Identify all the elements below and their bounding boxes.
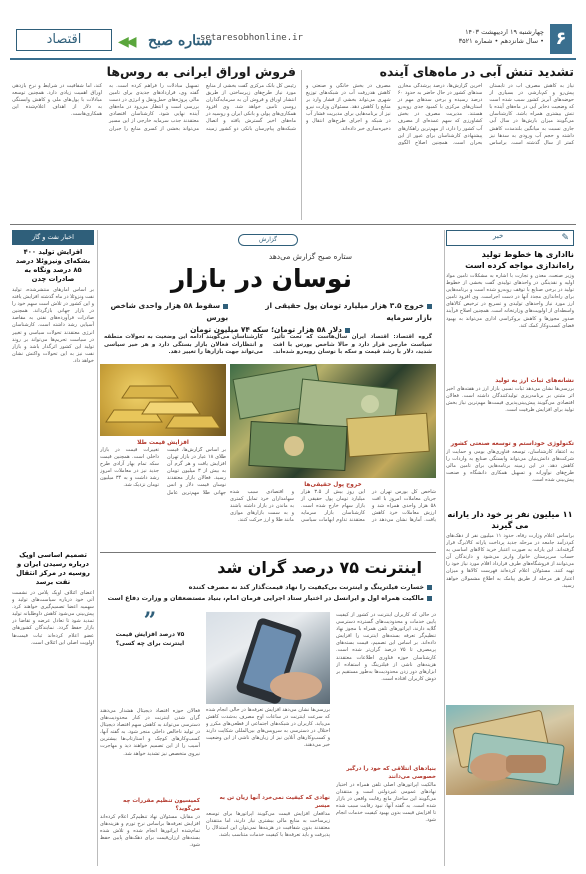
internet-body: در مقابل، مسئولان نهاد تنظیم‌گر اعلام کرده‌اند افزایش تعرفه‌ها براساس نرخ تورم و هزینه‌های تمام‌شده اپراتورها انجام شده و تلاش شده بسته‌های ارزان‌قیمت برای دهک‌های پایین حفظ شود. xyxy=(100,814,200,849)
subsidy-body: براساس اعلام وزارت رفاه، حدود ۱۱ میلیون نفر از دهک‌های کم‌درآمد جامعه در مرحله جدید پرداخت یارانه کالابرگ قرار گرفته‌اند. این یارانه به صورت اعتبار خرید کالاهای اساسی به حساب سرپرستان خانوار واریز می‌شود و دارندگان آن می‌توانند از فروشگاه‌های طرف قرارداد اقلام مورد نیاز خود را تهیه کنند. مسئولان اعلام کرده‌اند فهرست کالاها و میزان اعتبار هر مرحله از طریق پیامک به اطلاع مشمولان خواهد رسید. xyxy=(446,533,574,589)
news-tag xyxy=(446,230,574,246)
sidebar-headline[interactable]: نااداری ها خطوط تولید راه‌اندازی مواجه کرده است xyxy=(465,249,574,270)
report-tag: گزارش xyxy=(238,234,298,246)
gold-column xyxy=(100,438,226,548)
feature-headline[interactable]: نوسان در بازار xyxy=(170,264,352,293)
gold-subhead: افزایش قیمت طلا xyxy=(137,440,189,446)
gold-bars-illustration xyxy=(100,364,226,436)
banknotes-illustration xyxy=(446,705,574,795)
currency-illustration xyxy=(230,364,436,478)
water-body: نیاز به کاهش مصرف آب در تابستان پیش‌رو و کم‌بارشی در بسیاری از حوضه‌های آبریز کشور سبب شده است که وضعیت ذخایر آبی در ماه‌های آینده با تنش بیشتری همراه باشد. کارشناسان می‌گویند میزان بارش‌ها در سال آبی جاری نسبت به میانگین بلندمدت کاهش داشته و حجم آب ورودی به سدها نیز کمتر از سال گذشته است. براساس آخرین گزارش‌ها، درصد پرشدگی مخازن سدهای کشور در حال حاضر به حدود ۶۰ درصد رسیده و برخی سدهای مهم در استان‌های مرکزی با کمبود جدی روبه‌رو هستند. مدیریت مصرف در بخش کشاورزی که سهم عمده‌ای از مصرف آب کشور را دارد، از مهم‌ترین راهکارهای پیشنهادی کارشناسان برای عبور از این بحران است. همچنین اصلاح الگوی مصرف در بخش خانگی و صنعتی و کاهش هدررفت آب در شبکه‌های توزیع شهری می‌تواند بخشی از فشار وارد بر منابع را کاهش دهد. مسئولان وزارت نیرو نیز از برنامه‌هایی برای مدیریت فشار آب در شبکه و اجرای طرح‌های انتقال و ذخیره‌سازی خبر داده‌اند. xyxy=(306,83,574,146)
internet-subhead: کمیسیون تنظیم مقررات چه می‌گوید؟ xyxy=(122,798,200,812)
currency-photo xyxy=(230,364,436,478)
page-number: ۶ xyxy=(550,24,572,54)
internet-bullet xyxy=(104,582,432,593)
stock-subhead: خروج پول حقیقی‌ها xyxy=(304,482,362,488)
internet-column-left xyxy=(100,608,200,866)
section-title: اقتصاد xyxy=(16,29,112,51)
oil-body: بر اساس آمارهای منتشرشده، تولید نفت ونزوئلا در ماه گذشته افزایش یافته و این کشور در تلاش است سهم خود را در بازار جهانی بازگرداند. همچنین صادرات فرآورده‌های نفتی به مقاصد آسیایی رشد داشته است. کارشناسان انرژی معتقدند تحولات سیاسی و تغییر در سیاست تحریم‌ها می‌تواند بر روند تولید این کشور اثرگذار باشد و بازار نفت نیز به این تحولات واکنش نشان خواهد داد. xyxy=(12,287,94,364)
internet-headline[interactable]: اینترنت ۷۵ درصد گران شد xyxy=(217,558,422,577)
internet-column-middle xyxy=(206,612,330,866)
right-sidebar xyxy=(446,230,574,866)
feature-bullet xyxy=(250,300,432,324)
pull-quote-text: ۷۵ درصد افزایش قیمت اینترنت برای چه کسی؟ xyxy=(115,631,185,647)
internet-body: مدافعان افزایش قیمت می‌گویند اپراتورها برای توسعه زیرساخت به منابع مالی بیشتری نیاز دارند، اما منتقدان معتقدند بدون شفافیت در هزینه‌ها نمی‌توان این استدلال را پذیرفت و باید تعرفه‌ها با کیفیت خدمات متناسب باشد. xyxy=(206,811,330,839)
gold-body: بر اساس گزارش‌ها، قیمت طلای ۱۸ عیار در بازار تهران افزایش یافت و هر گرم آن به بیش از ۳ میلیون تومان رسید. فعالان بازار معتقدند نوسان قیمت دلار و انس جهانی طلا مهم‌ترین عامل تغییرات قیمت در بازار داخلی است. همچنین قیمت سکه تمام بهار آزادی طرح جدید نیز در معاملات امروز رشد داشت و به ۳۴ میلیون تومان نزدیک شد. xyxy=(100,447,226,496)
issue-date xyxy=(459,28,544,46)
bonds-story xyxy=(12,64,296,224)
internet-subhead: نهادی که کیفیت نمی‌خرد آنها زیان تن به میسر xyxy=(219,795,330,809)
date-line: چهارشنبه ۱۹ اردیبهشت ۱۴۰۳ xyxy=(465,28,544,36)
internet-body: مالکیت اپراتورهای اصلی تلفن همراه در اختیار نهادهای عمومی غیردولتی است و منتقدان می‌گویند این ساختار مانع رقابت واقعی در بازار شده است. به گفته آنها، نبود رقابت سبب شده تا افزایش قیمت بدون بهبود کیفیت خدمات انجام شود. xyxy=(336,782,436,824)
feature-kicker: ستاره صبح گزارش می‌دهد xyxy=(268,252,352,261)
section-divider xyxy=(10,224,576,225)
newspaper-logo: ستاره صبح xyxy=(148,33,213,49)
column-divider xyxy=(444,230,445,866)
market-feature xyxy=(100,230,436,550)
column-divider xyxy=(301,70,302,220)
bullet-square-icon xyxy=(427,304,432,309)
sidebar-body: وزیر صنعت، معدن و تجارت با اشاره به مشکلات تامین مواد اولیه و نقدینگی در واحدهای تولیدی گفت بخشی از خطوط تولید در برخی صنایع با توقف روبه‌رو شده است و برنامه‌هایی برای راه‌اندازی مجدد آنها در دست اجراست. وی افزود تامین ارز مورد نیاز واحدهای تولیدی و تسریع در ترخیص کالاهای واسطه‌ای از اولویت‌های وزارتخانه است. همچنین اصلاح فرآیند صدور مجوزها و کاهش بروکراسی اداری می‌تواند به بهبود فضای کسب‌وکار کمک کند. xyxy=(446,273,574,329)
double-arrow-icon: ◀◀ xyxy=(118,34,134,50)
feature-bullets xyxy=(108,300,432,336)
water-story xyxy=(306,64,574,224)
internet-body: بررسی‌ها نشان می‌دهد افزایش تعرفه‌ها در حالی انجام شده که سرعت اینترنت در ساعات اوج مصرف به‌شدت کاهش می‌یابد. کاربران در شبکه‌های اجتماعی از قطعی‌های مکرر و اختلال در دسترسی به سرویس‌های بین‌المللی شکایت دارند و کسب‌وکارهای آنلاین نیز از زیان‌های ناشی از این وضعیت خبر می‌دهند. xyxy=(206,707,330,749)
internet-bullets xyxy=(104,582,432,604)
quote-mark-icon: ” xyxy=(143,608,157,634)
smartphone-illustration xyxy=(206,612,330,704)
pull-quote xyxy=(106,608,194,704)
gold-bars-photo xyxy=(100,364,226,436)
section-divider xyxy=(100,552,436,553)
sidebar-body: بررسی‌ها نشان می‌دهد ثبات نسبی بازار ارز در هفته‌های اخیر اثر مثبتی بر برنامه‌ریزی تولیدکنندگان داشته است. فعالان اقتصادی می‌گویند پیش‌بینی‌پذیری قیمت‌ها مهم‌ترین نیاز بخش تولید برای افزایش ظرفیت است. xyxy=(446,386,574,414)
stock-column xyxy=(230,480,436,548)
feature-bullet xyxy=(108,300,228,324)
bullet-text: خروج ۳.۵ هزار میلیارد تومان پول حقیقی از بازار سرمایه xyxy=(265,301,432,322)
news-tag-label: خبر xyxy=(493,232,504,240)
masthead xyxy=(0,0,586,62)
bullet-square-icon xyxy=(223,304,228,309)
bullet-square-icon xyxy=(427,585,432,590)
oil-headline[interactable]: افزایش تولید ۴۰۰ بشکه‌ای ونیزوئلا درصد ۸۵ درصد ونگاه به صادرات چدن xyxy=(15,248,91,283)
internet-story xyxy=(100,556,436,866)
internet-subhead: بنیادهای انتلاقی که خود را درگیر خصوصی می‌دانند xyxy=(346,766,436,780)
stock-body: شاخص کل بورس تهران در جریان معاملات امروز با افت ۵۸ هزار واحدی همراه شد و ارزش معاملات خرد کاهش یافت. آمارها نشان می‌دهد در این روز بیش از ۳.۵ هزار میلیارد تومان پول حقیقی از بازار سهام خارج شده است. کارشناسان بازار سرمایه معتقدند تداوم ابهامات سیاسی و اقتصادی سبب شده سهامداران خرد تمایل کمتری به ماندن در بازار داشته باشند و به سمت بازارهای موازی مانند طلا و ارز حرکت کنند. xyxy=(230,489,436,524)
sidebar-subhead: تکنولوژی خوداستم و توسعه صنعتی کشور xyxy=(450,440,574,447)
bullet-text: دلار ۵۸ هزار تومان؛ سکه ۷۴ میلیون تومان xyxy=(190,325,342,334)
smartphone-photo xyxy=(206,612,330,704)
sidebar-subhead: نشانه‌های ثبات ارز به تولید xyxy=(495,377,574,384)
site-url[interactable]: setaresobhonline.ir xyxy=(200,33,303,43)
bullet-text: سقوط ۵۸ هزار واحدی شاخص بورس xyxy=(110,301,229,322)
issue-line: • سال شانزدهم • شماره ۳۵۲۱ xyxy=(458,37,544,45)
bullet-square-icon xyxy=(345,328,350,333)
banknotes-photo xyxy=(446,705,574,795)
internet-column-right xyxy=(336,612,436,866)
masthead-rule xyxy=(10,58,576,60)
opec-headline[interactable]: تصمیم اساسی اوپک درباره رسیدن ایران و روسیه در مرکز انتقال نفت برسد xyxy=(16,551,90,586)
bullet-square-icon xyxy=(427,596,432,601)
bullet-text: مالکیت همراه اول و ایرانسل در اختیار ستاد اجرایی فرمان امام، بنیاد مستضعفان و وزارت دفاع است xyxy=(107,594,424,602)
internet-body: فعالان حوزه اقتصاد دیجیتال هشدار می‌دهند گران شدن اینترنت در کنار محدودیت‌های دسترسی می‌تواند به کاهش سهم اقتصاد دیجیتال در تولید ناخالص داخلی منجر شود. به گفته آنها، کسب‌وکارهای کوچک و استارتاپ‌ها بیشترین آسیب را از این تصمیم خواهند دید و مهاجرت نیروی متخصص نیز تشدید خواهد شد. xyxy=(100,708,200,757)
water-headline[interactable]: تشدید تنش آبی در ماه‌های آینده xyxy=(379,64,574,79)
feature-lead: گروه اقتصاد: اقتصاد ایران سال‌هاست که تحت تأثیر سیاست خارجی قرار دارد و حالا شاخص بورس با افت شدید، دلار با رشد قیمت و سکه با نوسان روبه‌رو شده‌اند. کارشناسان می‌گویند ادامه این وضعیت به تحولات منطقه و انتظارات فعالان بازار بستگی دارد و هر خبر سیاسی می‌تواند جهت بازارها را تغییر دهد. xyxy=(104,334,432,356)
bonds-body: رئیس کل بانک مرکزی گفت بخشی از منابع مورد نیاز طرح‌های زیرساختی از طریق انتشار اوراق و فروش آن به سرمایه‌گذاران روسی تامین خواهد شد. وی افزود همکاری‌های پولی و بانکی ایران و روسیه در ماه‌های اخیر گسترش یافته و اتصال شبکه‌های پیام‌رسان بانکی دو کشور زمینه تسهیل مبادلات را فراهم کرده است. به گفته وی، قراردادهای جدیدی برای تامین مالی پروژه‌های حمل‌ونقل و انرژی در دست بررسی است و انتظار می‌رود در ماه‌های آینده نهایی شود. کارشناسان اقتصادی معتقدند جذب سرمایه خارجی از این مسیر می‌تواند بخشی از کسری منابع را جبران کند، اما شفافیت در شرایط و نرخ بازدهی اوراق اهمیت زیادی دارد. همچنین توسعه مبادلات با پول‌های ملی و کاهش وابستگی به دلار از اهداف اعلام‌شده این همکاری‌هاست. xyxy=(12,83,296,132)
internet-body: در حالی که کاربران اینترنت در کشور از کیفیت پایین خدمات و محدودیت‌های گسترده دسترسی گلایه دارند، اپراتورهای تلفن همراه با مجوز نهاد تنظیم‌گر تعرفه بسته‌های اینترنت را افزایش داده‌اند. بر اساس این تصمیم، قیمت بسته‌های پرمصرف تا ۷۵ درصد گران‌تر شده است. کارشناسان حوزه فناوری اطلاعات معتقدند هزینه‌های ناشی از فیلترینگ و استفاده از ابزارهای دور زدن محدودیت‌ها به‌طور مستقیم بر دوش کاربران افتاده است. xyxy=(336,612,436,682)
column-divider xyxy=(97,230,98,866)
bullet-text: خسارت فیلترینگ و اینترنت بی‌کیفیت را نهاد قیمت‌گذار کند نه مصرف کننده xyxy=(188,583,424,591)
bonds-headline[interactable]: فروش اوراق ایرانی به روس‌ها xyxy=(106,64,296,79)
subsidy-headline[interactable]: ۱۱ میلیون نفر بر خود دار یارانه می گیرند xyxy=(447,509,573,530)
news-icon: ✎ xyxy=(561,233,569,243)
internet-bullet xyxy=(104,593,432,604)
left-sidebar xyxy=(12,230,94,866)
sidebar-body: به اعتقاد کارشناسان، توسعه فناوری‌های بومی و حمایت از شرکت‌های دانش‌بنیان می‌تواند وابستگی صنایع به واردات را کاهش دهد. در این زمینه برنامه‌هایی برای تامین مالی طرح‌های نوآورانه و تسهیل همکاری دانشگاه و صنعت پیش‌بینی شده است. xyxy=(446,449,574,484)
oil-gas-tag: اخبار نفت و گاز xyxy=(12,230,94,245)
opec-body: اعضای ائتلاف اوپک پلاس در نشست آتی خود درباره سیاست‌های تولید و سهمیه اعضا تصمیم‌گیری خواهند کرد. پیش‌بینی می‌شود کاهش داوطلبانه تولید تمدید شود تا تعادل عرضه و تقاضا در بازار حفظ گردد. نمایندگان کشورهای عضو اعلام کرده‌اند ثبات قیمت‌ها اولویت اصلی این ائتلاف است. xyxy=(12,590,94,646)
